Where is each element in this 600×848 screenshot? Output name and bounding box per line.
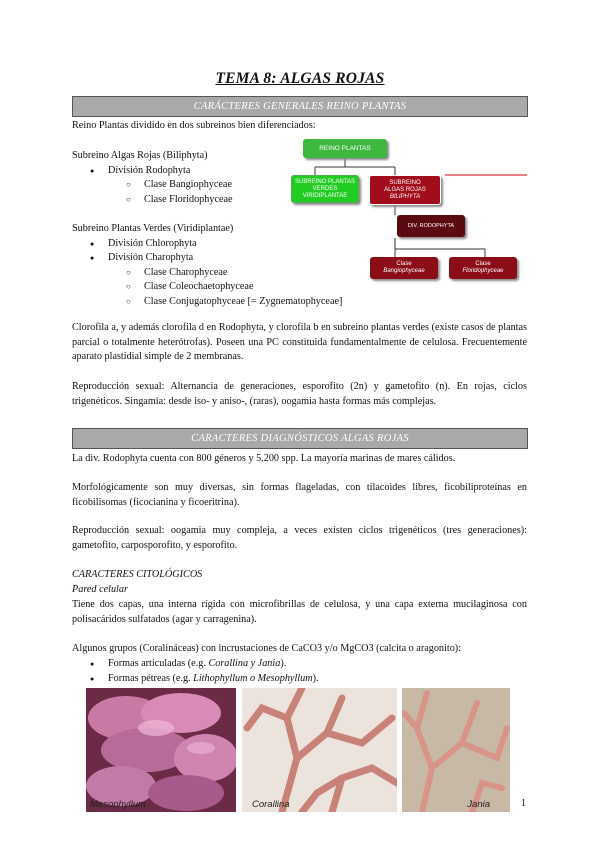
mesophyllum-image bbox=[86, 688, 236, 812]
class-item: ○ Clase Charophyceae bbox=[72, 266, 402, 281]
photo-caption: Mesophyllum bbox=[90, 799, 146, 810]
subreino-rojas-block bbox=[72, 149, 302, 207]
pet-post: ). bbox=[312, 672, 319, 684]
section-band-diagnostic: CARACTERES DIAGNÓSTICOS ALGAS ROJAS bbox=[72, 428, 528, 449]
art-post: ). bbox=[280, 658, 287, 669]
page-title: TEMA 8: ALGAS ROJAS bbox=[215, 70, 385, 87]
diagram-class2-line2: Floridophyceae bbox=[462, 268, 504, 274]
diagram-red-line3: BILIPHYTA bbox=[389, 193, 421, 200]
subheading-pared: Pared celular bbox=[72, 584, 128, 595]
section-band-general: CARÁCTERES GENERALES REINO PLANTAS bbox=[72, 96, 528, 117]
diagram-class1-line1: Clase bbox=[396, 261, 412, 267]
division-item: ● División Chlorophyta bbox=[72, 237, 402, 252]
photo-caption: Jania bbox=[467, 799, 490, 810]
paragraph-clorofila: Clorofila a, y además clorofila d en Rodophyta, y clorofila b en subreino plantas verdes (existe casos de plantas parcial o totalmente heterótrofas). Poseen una PC constituida fundamentalmente de celulosa. Frecuentemente aparato plastidial simple de 2 membranas. bbox=[72, 322, 527, 362]
photo-corallina bbox=[242, 688, 397, 812]
class-item: ○ Clase Bangiophyceae bbox=[72, 178, 302, 193]
diagram-red-line1: SUBREINO bbox=[389, 179, 421, 186]
forms-list bbox=[72, 657, 527, 686]
diagram-red-subkingdom-box bbox=[369, 175, 441, 205]
class-item: ○ Clase Coleochaetophyceae bbox=[72, 280, 402, 295]
diagram-root-box: REINO PLANTAS bbox=[303, 139, 387, 158]
paragraph-coralinaceas: Algunos grupos (Coralináceas) con incrustaciones de CaCO3 y/o MgCO3 (calcita o aragonito): bbox=[72, 643, 462, 654]
pet-pre: Formas pétreas (e.g. bbox=[108, 672, 194, 684]
intro-text: Reino Plantas dividido en dos subreinos bien diferenciados: bbox=[72, 120, 316, 131]
diagram-class2-line1: Clase bbox=[475, 261, 491, 267]
jania-image bbox=[402, 688, 510, 812]
classification-diagram bbox=[285, 133, 527, 285]
class-item: ○ Clase Conjugatophyceae [= Zygnematophyceae] bbox=[72, 295, 402, 310]
paragraph-division-stats: La div. Rodophyta cuenta con 800 géneros y 5.200 spp. La mayoría marinas de mares cálidos. bbox=[72, 453, 456, 464]
paragraph-reproduccion-rojas: Reproducción sexual: oogamia muy compleja, a veces existen ciclos trigenéticos (tres generaciones): gametofito, carposporofito, y esporofito. bbox=[72, 525, 527, 551]
list-item-petreas bbox=[72, 672, 527, 687]
paragraph-reproduccion-general: Reproducción sexual: Alternancia de generaciones, esporofito (2n) y gametofito (n). En rojas, ciclos trigenéticos. Singamia: desde iso- y aniso-, (raras), oogamia hasta formas más complejas. bbox=[72, 381, 527, 407]
subreino-verdes-title: Subreino Plantas Verdes (Viridiplantae) bbox=[72, 223, 234, 234]
corallina-image bbox=[242, 688, 397, 812]
subreino-rojas-title: Subreino Algas Rojas (Biliphyta) bbox=[72, 150, 208, 161]
photo-mesophyllum bbox=[86, 688, 236, 812]
diagram-class-bangio-box bbox=[370, 257, 438, 279]
photo-jania bbox=[402, 688, 510, 812]
list-item-articuladas bbox=[72, 657, 527, 672]
art-pre: Formas articuladas (e.g. bbox=[108, 658, 209, 669]
class-item: ○ Clase Floridophyceae bbox=[72, 193, 302, 208]
diagram-green-subkingdom-box: SUBREINO PLANTAS VERDES VIRIDIPLANTAE bbox=[291, 175, 359, 203]
paragraph-morfologia: Morfológicamente son muy diversas, sin formas flageladas, con tilacoides libres, ficobiliproteínas en ficobilisomas (ficocianina y ficoeritrina). bbox=[72, 482, 527, 508]
subheading-citologicos: CARACTERES CITOLÓGICOS bbox=[72, 569, 203, 580]
diagram-red-line2: ALGAS ROJAS bbox=[384, 186, 426, 193]
art-species: Corallina y Jania bbox=[208, 658, 281, 669]
division-item: ● División Charophyta bbox=[72, 251, 402, 266]
pet-species: Lithophyllum o Mesophyllum bbox=[193, 672, 313, 684]
diagram-class1-line2: Bangiophyceae bbox=[383, 268, 425, 274]
diagram-division-box: DIV. RODOPHYTA bbox=[397, 215, 465, 237]
paragraph-pared: Tiene dos capas, una interna rígida con microfibrillas de celulosa, y una capa externa mucilaginosa con polisacáridos sulfatados (agar y carragenina). bbox=[72, 599, 527, 625]
diagram-class-florido-box bbox=[449, 257, 517, 279]
photo-caption: Corallina bbox=[252, 799, 290, 810]
page-number: 1 bbox=[521, 798, 526, 809]
division-rodophyta: ● División Rodophyta bbox=[72, 164, 302, 179]
